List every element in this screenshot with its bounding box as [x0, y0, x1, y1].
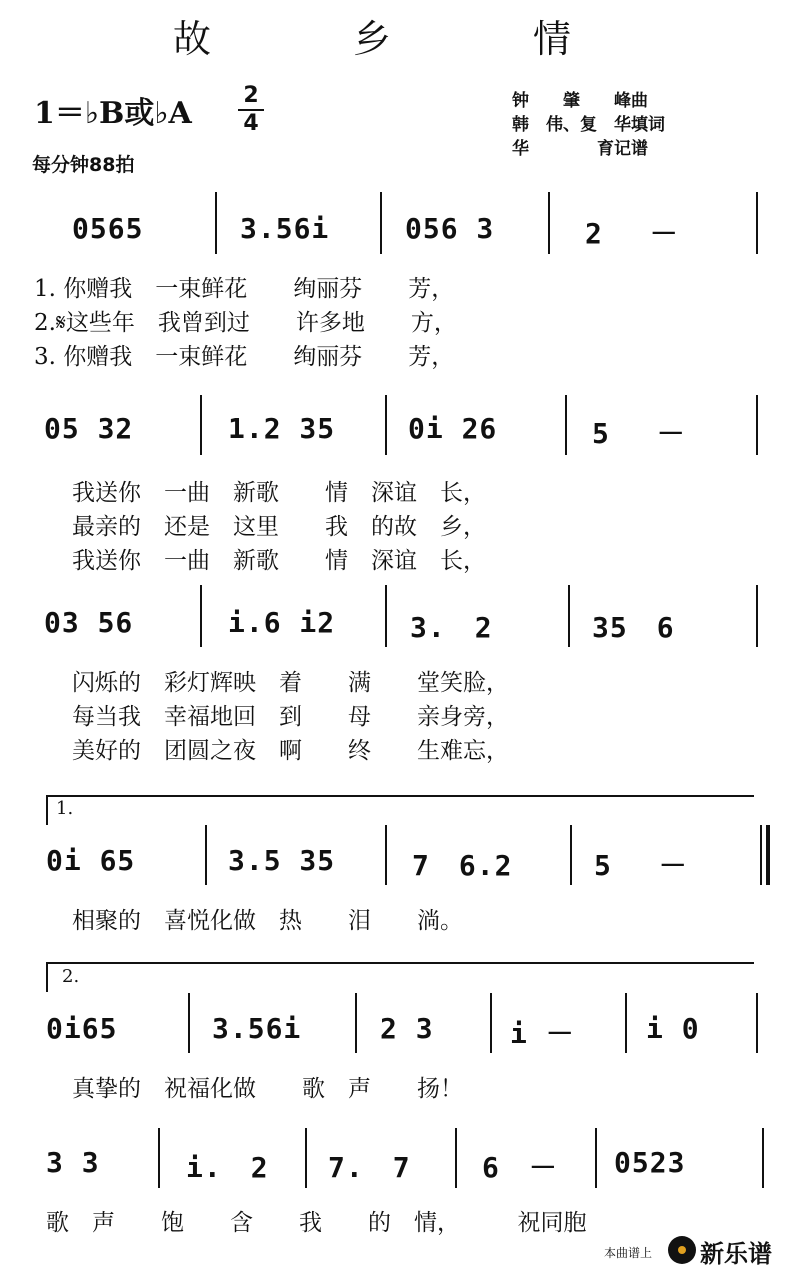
barline — [548, 192, 550, 254]
measure-14: 3.5 35 — [228, 844, 336, 877]
barline — [385, 825, 387, 885]
measure-10: i.6 i2 — [228, 606, 336, 639]
first-ending-bracket — [46, 795, 754, 825]
lyric-verse-2: 每当我 幸福地回 到 母 亲身旁， — [72, 704, 509, 730]
measure-13: 0i 65 — [46, 844, 136, 877]
barline — [568, 585, 570, 647]
barline — [455, 1128, 457, 1188]
measure-8: 5 － — [592, 417, 686, 450]
measure-24: 7. 7 — [328, 1151, 411, 1184]
lyric-verse-1: 我送你 一曲 新歌 情 深谊 长， — [72, 480, 486, 506]
barline — [158, 1128, 160, 1188]
lyric-verse-1: 闪烁的 彩灯辉映 着 满 堂笑脸， — [72, 670, 509, 696]
time-signature — [238, 84, 264, 136]
lyric-verse-2: 2.𝄋这些年 我曾到过 许多地 方， — [34, 310, 457, 336]
measure-12: 35 6 — [592, 611, 675, 644]
barline — [756, 585, 758, 647]
barline — [188, 993, 190, 1053]
barline — [490, 993, 492, 1053]
barline — [625, 993, 627, 1053]
tempo-marking: 每分钟88拍 — [32, 154, 135, 176]
composer-credit: 钟 肇 峰曲 — [512, 91, 648, 111]
lyricist-credit: 韩 伟、复 华填词 — [512, 115, 665, 135]
measure-25: 6 － — [482, 1151, 558, 1184]
measure-2: 3.56i — [240, 212, 330, 245]
measure-17: 0i65 — [46, 1012, 118, 1045]
song-title: 故 乡 情 — [172, 17, 623, 61]
barline — [756, 192, 758, 254]
lyric-verse-3: 3. 你赠我 一束鲜花 绚丽芬 芳， — [34, 344, 455, 370]
measure-1: 0565 — [72, 212, 144, 245]
measure-11: 3. 2 — [410, 611, 493, 644]
repeat-barline — [760, 825, 762, 885]
lyric-verse-2: 最亲的 还是 这里 我 的故 乡， — [72, 514, 486, 540]
repeat-barline-thick — [766, 825, 770, 885]
barline — [380, 192, 382, 254]
watermark-caption: 本曲谱上 — [604, 1246, 653, 1260]
barline — [762, 1128, 764, 1188]
barline — [200, 585, 202, 647]
measure-9: 03 56 — [44, 606, 134, 639]
measure-5: 05 32 — [44, 412, 134, 445]
measure-4: 2 － — [585, 217, 679, 250]
measure-7: 0i 26 — [408, 412, 498, 445]
lyric-ending-1: 相聚的 喜悦化做 热 泪 淌。 — [72, 908, 463, 934]
lyric-verse-1: 1. 你赠我 一束鲜花 绚丽芬 芳， — [34, 276, 455, 302]
transcriber-credit: 华 育记谱 — [512, 139, 648, 159]
lyric-line: 歌 声 饱 含 我 的 情， 祝同胞 — [46, 1210, 587, 1236]
barline — [385, 585, 387, 647]
barline — [355, 993, 357, 1053]
measure-15: 7 6.2 — [412, 849, 513, 882]
measure-6: 1.2 35 — [228, 412, 336, 445]
second-ending-label: 2. — [62, 966, 80, 987]
barline — [756, 395, 758, 455]
measure-23: i. 2 — [186, 1151, 269, 1184]
measure-21: i 0 — [646, 1012, 700, 1045]
second-ending-bracket — [46, 962, 754, 992]
time-bottom: 4 — [243, 111, 259, 136]
lyric-ending-2: 真挚的 祝福化做 歌 声 扬！ — [72, 1076, 463, 1102]
barline — [200, 395, 202, 455]
measure-3: 056 3 — [405, 212, 495, 245]
barline — [305, 1128, 307, 1188]
lyric-verse-3: 我送你 一曲 新歌 情 深谊 长， — [72, 548, 486, 574]
key-signature: 1＝♭B或♭A — [34, 96, 192, 131]
measure-16: 5 － — [594, 849, 688, 882]
measure-20: i － — [510, 1017, 575, 1050]
measure-19: 2 3 — [380, 1012, 434, 1045]
barline — [385, 395, 387, 455]
barline — [570, 825, 572, 885]
barline — [565, 395, 567, 455]
barline — [756, 993, 758, 1053]
lyric-verse-3: 美好的 团圆之夜 啊 终 生难忘， — [72, 738, 509, 764]
watermark-brand: 新乐谱 — [700, 1240, 772, 1268]
measure-18: 3.56i — [212, 1012, 302, 1045]
record-disc-icon — [668, 1236, 696, 1264]
time-top: 2 — [243, 83, 259, 108]
measure-26: 0523 — [614, 1146, 686, 1179]
first-ending-label: 1. — [56, 798, 74, 819]
barline — [215, 192, 217, 254]
barline — [595, 1128, 597, 1188]
measure-22: 3 3 — [46, 1146, 100, 1179]
barline — [205, 825, 207, 885]
